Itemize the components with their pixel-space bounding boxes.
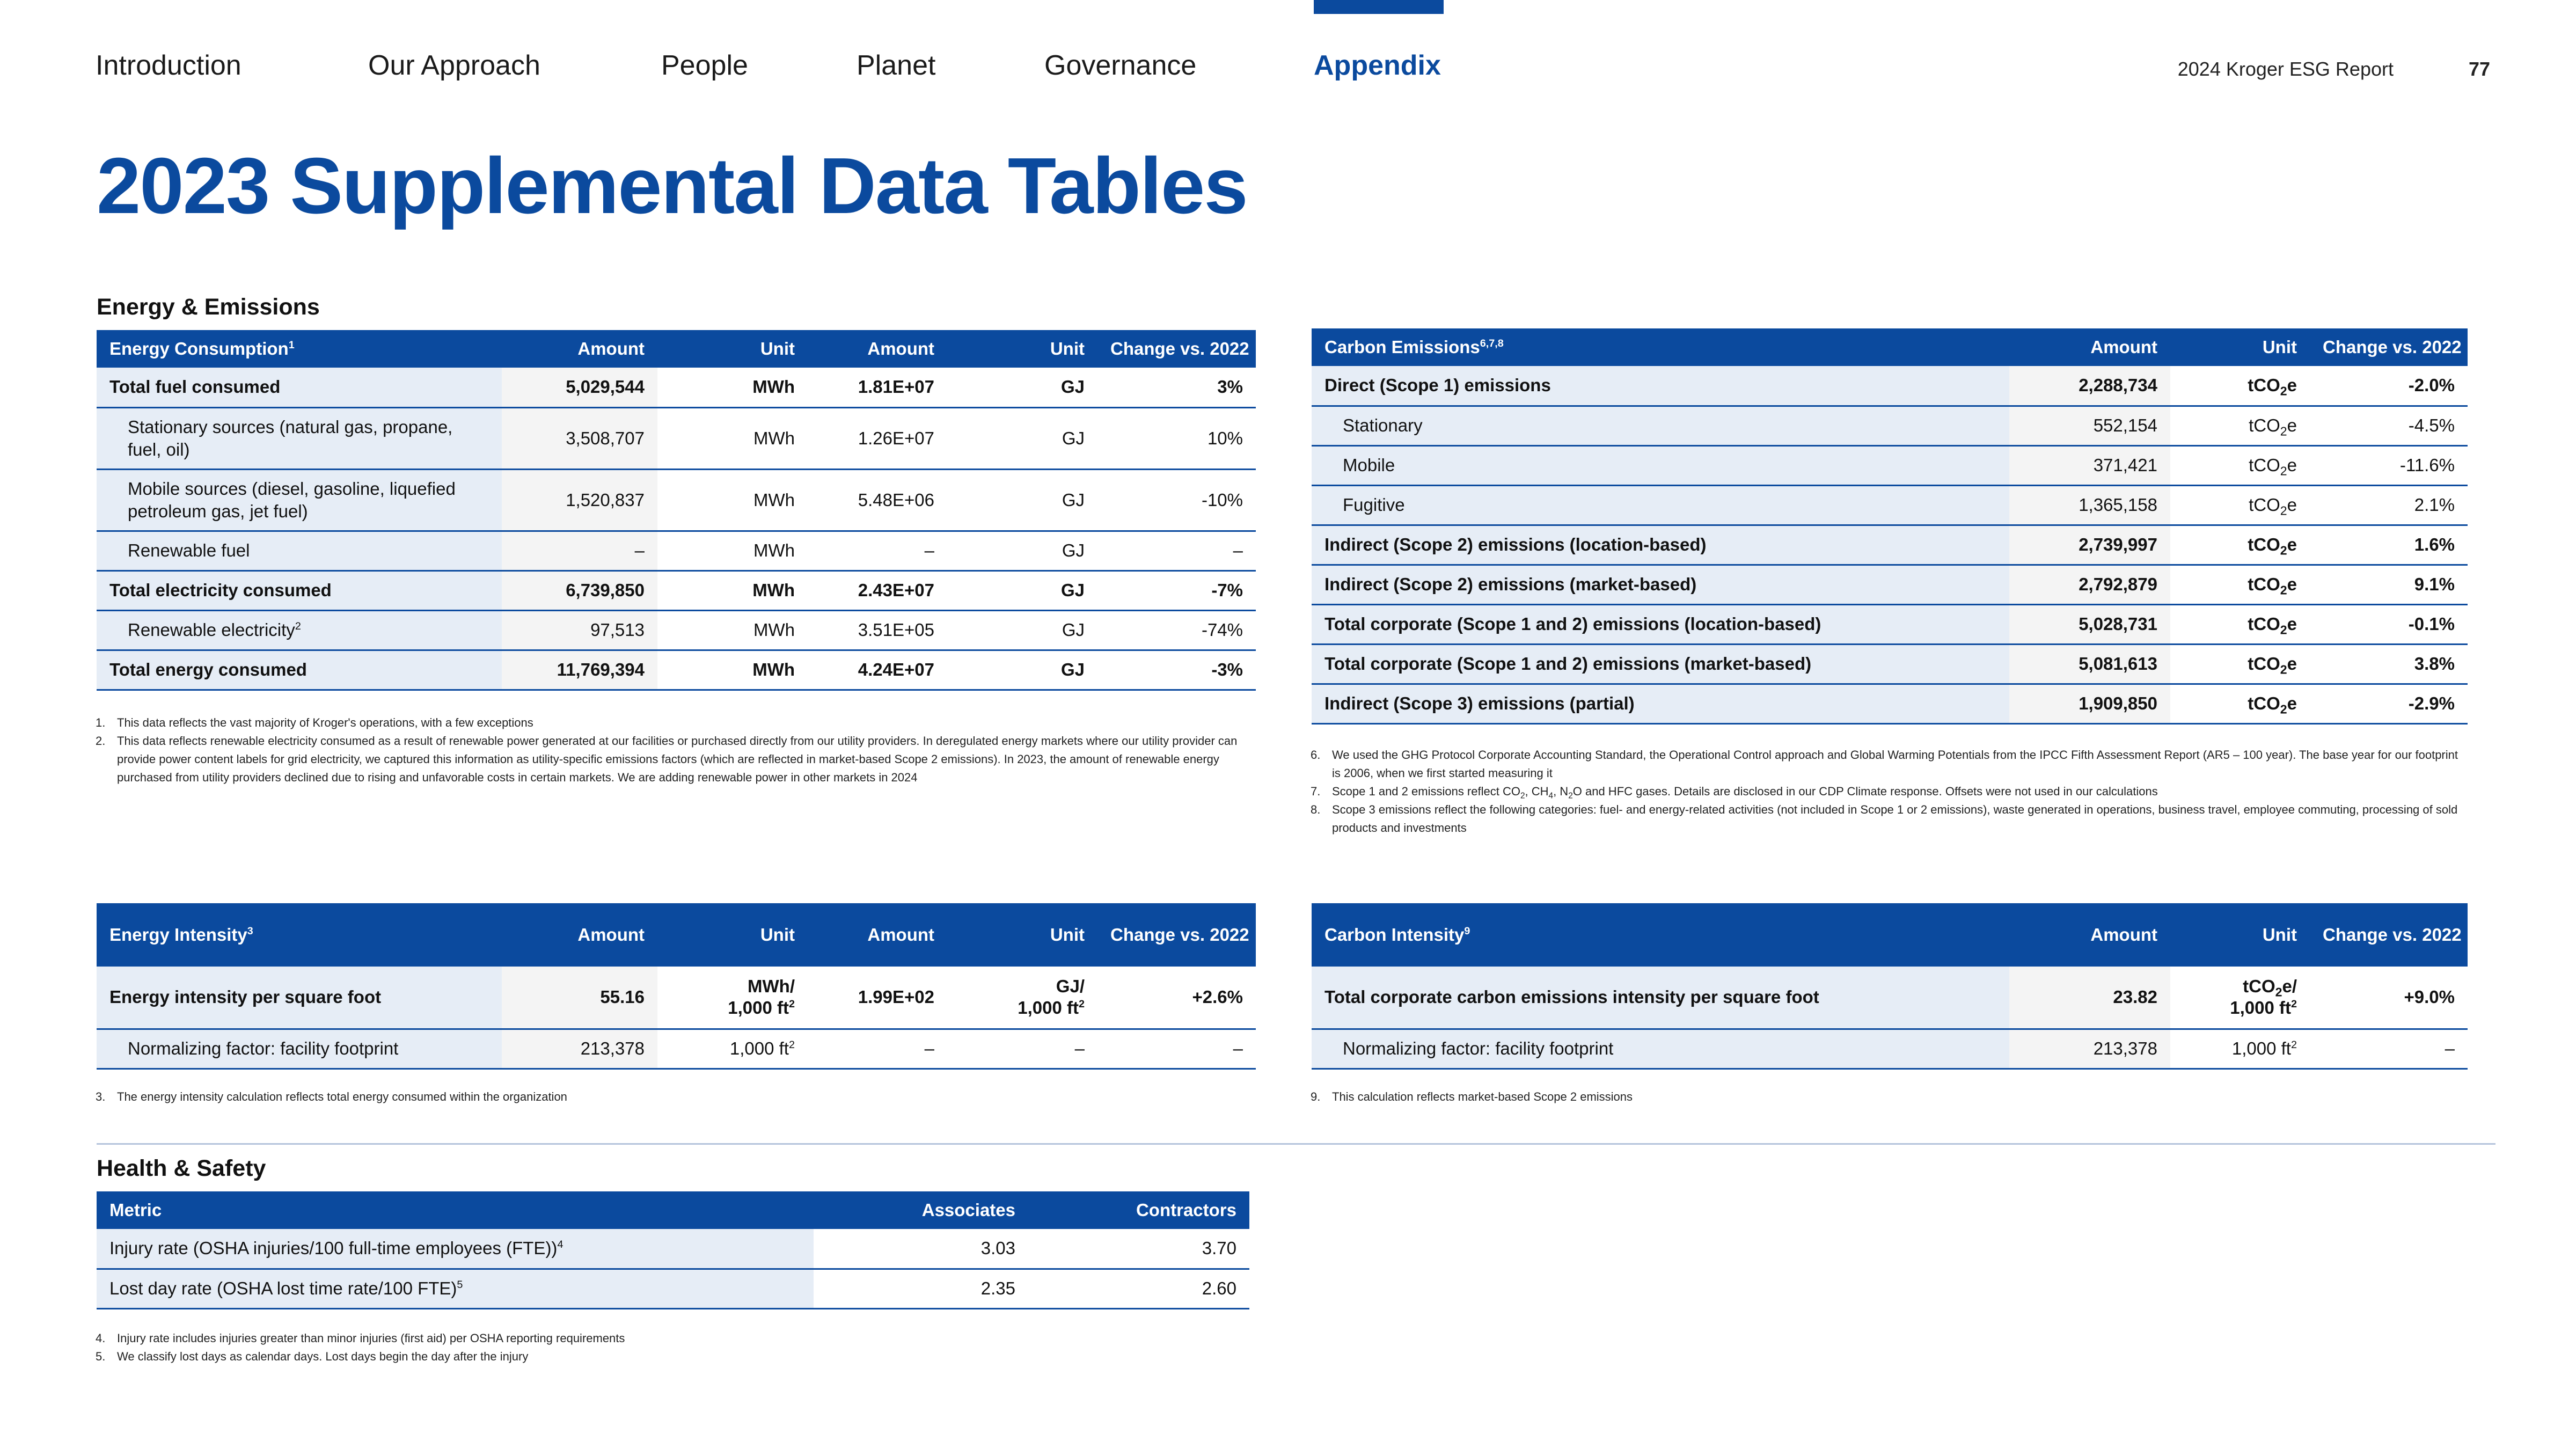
table-row (97, 650, 1256, 690)
row-label: Stationary (1312, 406, 2009, 445)
row-amount: 1,909,850 (2009, 684, 2170, 723)
header-contractors: Contractors (1028, 1191, 1249, 1229)
row-change: 2.1% (2310, 485, 2468, 525)
row-unit: tCO$_2$e/ 1,000 $ft^2$ (2170, 967, 2310, 1029)
row-amount: 5,081,613 (2009, 644, 2170, 684)
row-amount: 213,378 (502, 1029, 657, 1069)
row-change: -7% (1097, 570, 1256, 610)
active-tab-indicator (1314, 0, 1444, 14)
footnote: 6. We used the GHG Protocol Corporate Accounting Standard, the Operational Control approach and Global Warming Potentials from the IPCC Fifth Assessment Report (AR5 – 100 year). The base year for our footprint is 2006, when we first started measuring it (1311, 748, 2458, 780)
row-change: -11.6% (2310, 445, 2468, 485)
row-unit: GJ (947, 610, 1097, 650)
row-label: Renewable electricity$^2$ (97, 610, 502, 650)
row-unit: tCO$_2$e (2170, 604, 2310, 644)
row-amount: 1.99E+02 (808, 967, 947, 1029)
table-row (97, 368, 1256, 407)
table-row (1312, 485, 2468, 525)
carbon-emissions-table (1312, 328, 2468, 724)
row-amount: 11,769,394 (502, 650, 657, 690)
section-title-health-safety: Health & Safety (97, 1155, 266, 1181)
row-amount: 4.24E+07 (808, 650, 947, 690)
table-row (1312, 565, 2468, 604)
table-row (1312, 604, 2468, 644)
row-change: -74% (1097, 610, 1256, 650)
row-label: Indirect (Scope 3) emissions (partial) (1312, 684, 2009, 723)
footnote: 7. Scope 1 and 2 emissions reflect $CO_2$, $CH_4$, $N_2O$ and HFC gases. Details are disclosed in our CDP Climate response. Offsets were not used in our calculations (1311, 785, 2158, 801)
row-amount: 213,378 (2009, 1029, 2170, 1069)
row-label: Mobile sources (diesel, gasoline, liquefied petroleum gas, jet fuel) (97, 469, 502, 531)
header-metric: Metric (97, 1191, 814, 1229)
header-change: Change vs. 2022 (2310, 328, 2468, 366)
footnote: 5. We classify lost days as calendar days. Lost days begin the day after the injury (96, 1350, 529, 1363)
table-header-row (1312, 903, 2468, 967)
footnotes-health-safety (96, 1329, 1249, 1366)
row-label: Renewable fuel (97, 531, 502, 570)
row-unit: tCO$_2$e (2170, 485, 2310, 525)
footnote: 9. This calculation reflects market-based Scope 2 emissions (1311, 1090, 1633, 1103)
row-amount: 97,513 (502, 610, 657, 650)
table-row (1312, 525, 2468, 565)
section-divider (97, 1143, 2496, 1145)
row-unit: MWh (657, 531, 808, 570)
row-change: -10% (1097, 469, 1256, 531)
header-energy-consumption: Energy Consumption$^1$ (97, 330, 502, 368)
row-label: Stationary sources (natural gas, propane, fuel, oil) (97, 407, 502, 469)
table-row (97, 610, 1256, 650)
row-associates: 3.03 (814, 1229, 1028, 1269)
row-label: Normalizing factor: facility footprint (1312, 1029, 2009, 1069)
row-unit: GJ (947, 368, 1097, 407)
row-label: Total corporate (Scope 1 and 2) emissions (market-based) (1312, 644, 2009, 684)
top-navigation (0, 0, 2576, 129)
row-amount: 5,029,544 (502, 368, 657, 407)
row-unit: tCO$_2$e (2170, 406, 2310, 445)
row-label: Lost day rate (OSHA lost time rate/100 FTE)$^5$ (97, 1269, 814, 1308)
header-unit: Unit (2170, 903, 2310, 967)
table-row (1312, 406, 2468, 445)
table-row (97, 531, 1256, 570)
nav-governance[interactable]: Governance (1044, 50, 1197, 81)
nav-planet[interactable]: Planet (857, 50, 936, 81)
row-amount: 5,028,731 (2009, 604, 2170, 644)
energy-consumption-table (97, 330, 1256, 691)
row-label: Direct (Scope 1) emissions (1312, 366, 2009, 406)
row-amount: 2,288,734 (2009, 366, 2170, 406)
row-amount: 552,154 (2009, 406, 2170, 445)
row-unit: GJ (947, 407, 1097, 469)
header-amount: Amount (2009, 903, 2170, 967)
footnotes-energy-consumption (96, 714, 1249, 787)
header-amount: Amount (2009, 328, 2170, 366)
row-unit: MWh (657, 469, 808, 531)
page-title: 2023 Supplemental Data Tables (97, 142, 1247, 230)
page-number: 77 (2468, 58, 2490, 80)
report-title: 2024 Kroger ESG Report (2177, 58, 2394, 80)
footnote: 3. The energy intensity calculation reflects total energy consumed within the organization (96, 1090, 567, 1103)
header-unit: Unit (2170, 328, 2310, 366)
row-label: Total energy consumed (97, 650, 502, 690)
row-label: Total corporate carbon emissions intensity per square foot (1312, 967, 2009, 1029)
row-unit: – (947, 1029, 1097, 1069)
row-label: Total electricity consumed (97, 570, 502, 610)
row-unit: MWh (657, 610, 808, 650)
row-change: -0.1% (2310, 604, 2468, 644)
nav-people[interactable]: People (661, 50, 748, 81)
health-safety-table (97, 1191, 1249, 1309)
row-change: – (1097, 1029, 1256, 1069)
row-label: Energy intensity per square foot (97, 967, 502, 1029)
row-label: Total corporate (Scope 1 and 2) emissions (location-based) (1312, 604, 2009, 644)
header-amount: Amount (502, 330, 657, 368)
row-unit: tCO$_2$e (2170, 366, 2310, 406)
table-row (1312, 967, 2468, 1029)
table-row (97, 967, 1256, 1029)
row-amount: – (808, 531, 947, 570)
header-associates: Associates (814, 1191, 1028, 1229)
table-row (97, 1269, 1249, 1308)
row-change: 9.1% (2310, 565, 2468, 604)
footnote: 8. Scope 3 emissions reflect the following categories: fuel- and energy-related activities (not included in Scope 1 or 2 emissions), waste generated in operations, business travel, employee commuting, processing of sold products and investments (1311, 803, 2458, 835)
row-amount: 5.48E+06 (808, 469, 947, 531)
table-row (97, 1229, 1249, 1269)
row-contractors: 3.70 (1028, 1229, 1249, 1269)
row-associates: 2.35 (814, 1269, 1028, 1308)
row-unit: GJ (947, 650, 1097, 690)
table-row (1312, 684, 2468, 723)
footnote: 4. Injury rate includes injuries greater than minor injuries (first aid) per OSHA reporting requirements (96, 1331, 625, 1345)
row-label: Normalizing factor: facility footprint (97, 1029, 502, 1069)
row-label: Indirect (Scope 2) emissions (location-based) (1312, 525, 2009, 565)
row-amount: 1,520,837 (502, 469, 657, 531)
row-unit: GJ/ 1,000 $ft^2$ (947, 967, 1097, 1029)
row-amount: 2,792,879 (2009, 565, 2170, 604)
row-amount: – (502, 531, 657, 570)
table-header-row (97, 903, 1256, 967)
row-unit: GJ (947, 531, 1097, 570)
header-change: Change vs. 2022 (2310, 903, 2468, 967)
row-amount: 2,739,997 (2009, 525, 2170, 565)
row-change: -4.5% (2310, 406, 2468, 445)
row-label: Total fuel consumed (97, 368, 502, 407)
row-amount: 6,739,850 (502, 570, 657, 610)
header-amount: Amount (808, 330, 947, 368)
header-amount: Amount (808, 903, 947, 967)
header-amount: Amount (502, 903, 657, 967)
table-row (97, 407, 1256, 469)
row-label: Mobile (1312, 445, 2009, 485)
header-unit: Unit (947, 330, 1097, 368)
header-energy-intensity: Energy Intensity$^3$ (97, 903, 502, 967)
footnotes-energy-intensity (96, 1088, 1249, 1106)
row-amount: 2.43E+07 (808, 570, 947, 610)
nav-appendix[interactable]: Appendix (1314, 50, 1441, 81)
row-label: Fugitive (1312, 485, 2009, 525)
row-label: Indirect (Scope 2) emissions (market-based) (1312, 565, 2009, 604)
header-unit: Unit (947, 903, 1097, 967)
row-unit: tCO$_2$e (2170, 644, 2310, 684)
header-carbon-intensity: Carbon Intensity$^9$ (1312, 903, 2009, 967)
row-amount: 371,421 (2009, 445, 2170, 485)
row-change: – (1097, 531, 1256, 570)
table-row (1312, 644, 2468, 684)
row-unit: 1,000 $ft^2$ (2170, 1029, 2310, 1069)
row-unit: GJ (947, 469, 1097, 531)
table-row (97, 570, 1256, 610)
row-unit: tCO$_2$e (2170, 525, 2310, 565)
nav-our-approach[interactable]: Our Approach (368, 50, 540, 81)
row-change: 3% (1097, 368, 1256, 407)
row-unit: MWh (657, 368, 808, 407)
table-row (1312, 1029, 2468, 1069)
header-unit: Unit (657, 330, 808, 368)
row-unit: MWh (657, 570, 808, 610)
row-amount: 1,365,158 (2009, 485, 2170, 525)
table-header-row (97, 330, 1256, 368)
table-row (97, 469, 1256, 531)
row-amount: – (808, 1029, 947, 1069)
section-title-energy-emissions: Energy & Emissions (97, 294, 320, 320)
header-change: Change vs. 2022 (1097, 330, 1256, 368)
footnotes-carbon-emissions (1311, 746, 2464, 837)
row-change: – (2310, 1029, 2468, 1069)
energy-intensity-table (97, 903, 1256, 1070)
row-unit: tCO$_2$e (2170, 565, 2310, 604)
row-change: -2.0% (2310, 366, 2468, 406)
row-amount: 23.82 (2009, 967, 2170, 1029)
row-change: +2.6% (1097, 967, 1256, 1029)
row-unit: 1,000 $ft^2$ (657, 1029, 808, 1069)
row-amount: 1.26E+07 (808, 407, 947, 469)
header-change: Change vs. 2022 (1097, 903, 1256, 967)
footnote: 1. This data reflects the vast majority of Kroger's operations, with a few exceptions (96, 716, 533, 729)
row-label: Injury rate (OSHA injuries/100 full-time employees (FTE))$^4$ (97, 1229, 814, 1269)
header-unit: Unit (657, 903, 808, 967)
row-change: +9.0% (2310, 967, 2468, 1029)
footnote: 2. This data reflects renewable electricity consumed as a result of renewable power generated at our facilities or purchased directly from our utility providers. In deregulated energy markets where our utility provider can provide power content labels for grid electricity, we captured this information as utility-specific emissions factors (which are reflected in market-based Scope 2 emissions). In 2023, the amount of renewable energy purchased from utility providers declined due to rising and unfavorable costs in certain markets. We are adding renewable power in other markets in 2024 (96, 734, 1238, 784)
row-contractors: 2.60 (1028, 1269, 1249, 1308)
table-header-row (1312, 328, 2468, 366)
table-header-row (97, 1191, 1249, 1229)
row-unit: tCO$_2$e (2170, 445, 2310, 485)
footnotes-carbon-intensity (1311, 1088, 2464, 1106)
row-change: 3.8% (2310, 644, 2468, 684)
carbon-intensity-table (1312, 903, 2468, 1070)
table-row (1312, 445, 2468, 485)
row-change: 1.6% (2310, 525, 2468, 565)
row-unit: MWh (657, 650, 808, 690)
row-unit: GJ (947, 570, 1097, 610)
row-amount: 3.51E+05 (808, 610, 947, 650)
row-change: 10% (1097, 407, 1256, 469)
row-unit: tCO$_2$e (2170, 684, 2310, 723)
nav-introduction[interactable]: Introduction (96, 50, 241, 81)
row-amount: 1.81E+07 (808, 368, 947, 407)
row-change: -2.9% (2310, 684, 2468, 723)
table-row (1312, 366, 2468, 406)
table-row (97, 1029, 1256, 1069)
header-carbon-emissions: Carbon Emissions$^{6,7,8}$ (1312, 328, 2009, 366)
row-unit: MWh/ 1,000 $ft^2$ (657, 967, 808, 1029)
row-unit: MWh (657, 407, 808, 469)
row-amount: 55.16 (502, 967, 657, 1029)
row-amount: 3,508,707 (502, 407, 657, 469)
row-change: -3% (1097, 650, 1256, 690)
